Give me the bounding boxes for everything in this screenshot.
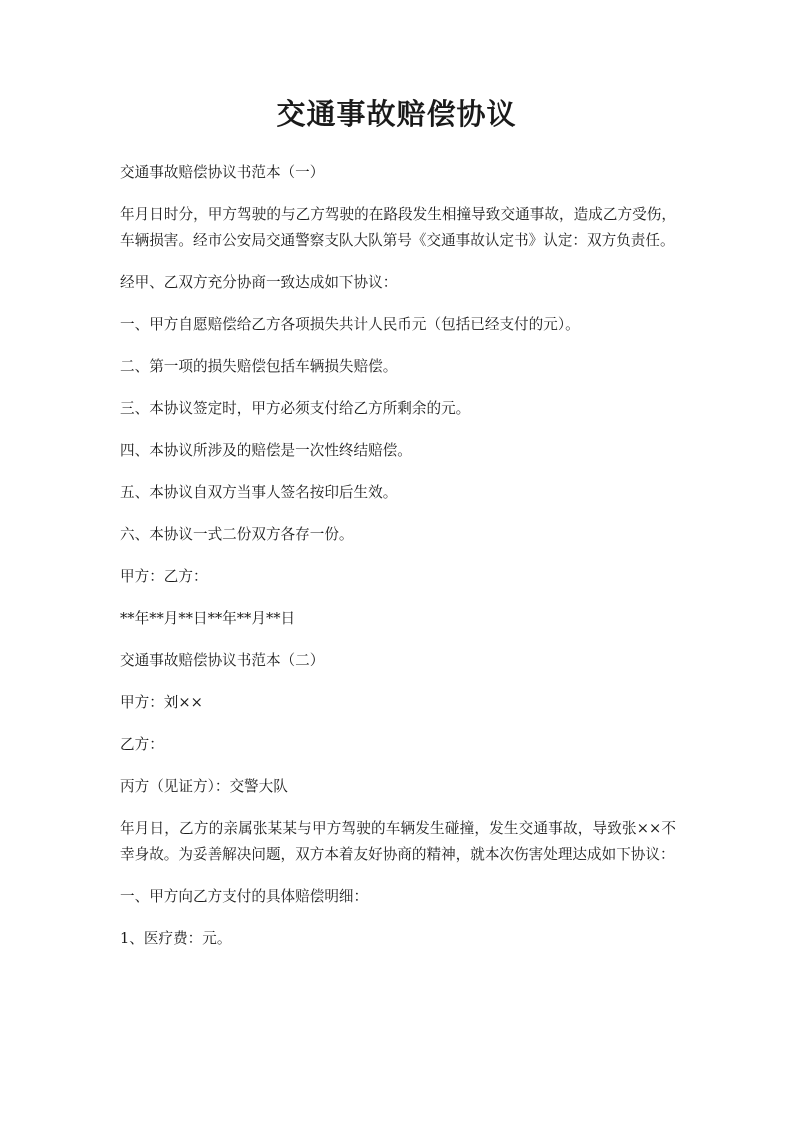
clause: 三、本协议签定时，甲方必须支付给乙方所剩余的元。 <box>120 400 471 417</box>
paragraph: 年月日时分，甲方驾驶的与乙方驾驶的在路段发生相撞导致交通事故，造成乙方受伤，车辆损害。经市公安局交通警察支队大队第号《交通事故认定书》认定：双方负责任。 <box>120 206 676 249</box>
party-line: 丙方（见证方）：交警大队 <box>120 778 288 795</box>
clause: 五、本协议自双方当事人签名按印后生效。 <box>120 484 398 501</box>
section-heading: 交通事故赔偿协议书范本（一） <box>120 164 325 181</box>
clause: 一、甲方向乙方支付的具体赔偿明细： <box>120 888 369 905</box>
document-body <box>120 160 676 968</box>
clause: 六、本协议一式二份双方各存一份。 <box>120 526 354 543</box>
paragraph: 经甲、乙双方充分协商一致达成如下协议： <box>120 274 398 291</box>
section-heading: 交通事故赔偿协议书范本（二） <box>120 652 325 669</box>
clause: 一、甲方自愿赔偿给乙方各项损失共计人民币元（包括已经支付的元）。 <box>120 316 580 333</box>
paragraph: 年月日，乙方的亲属张某某与甲方驾驶的车辆发生碰撞，发生交通事故，导致张××不幸身故。为妥善解决问题，双方本着友好协商的精神，就本次伤害处理达成如下协议： <box>120 820 676 863</box>
clause: 二、第一项的损失赔偿包括车辆损失赔偿。 <box>120 358 398 375</box>
signature-line: 甲方：乙方： <box>120 568 208 585</box>
document-title: 交通事故赔偿协议 <box>276 97 517 131</box>
clause: 四、本协议所涉及的赔偿是一次性终结赔偿。 <box>120 442 412 459</box>
party-line: 乙方： <box>120 736 164 753</box>
party-line: 甲方：刘×× <box>120 694 203 711</box>
clause: 1、医疗费：元。 <box>120 930 232 947</box>
date-line: **年**月**日**年**月**日 <box>120 610 296 627</box>
